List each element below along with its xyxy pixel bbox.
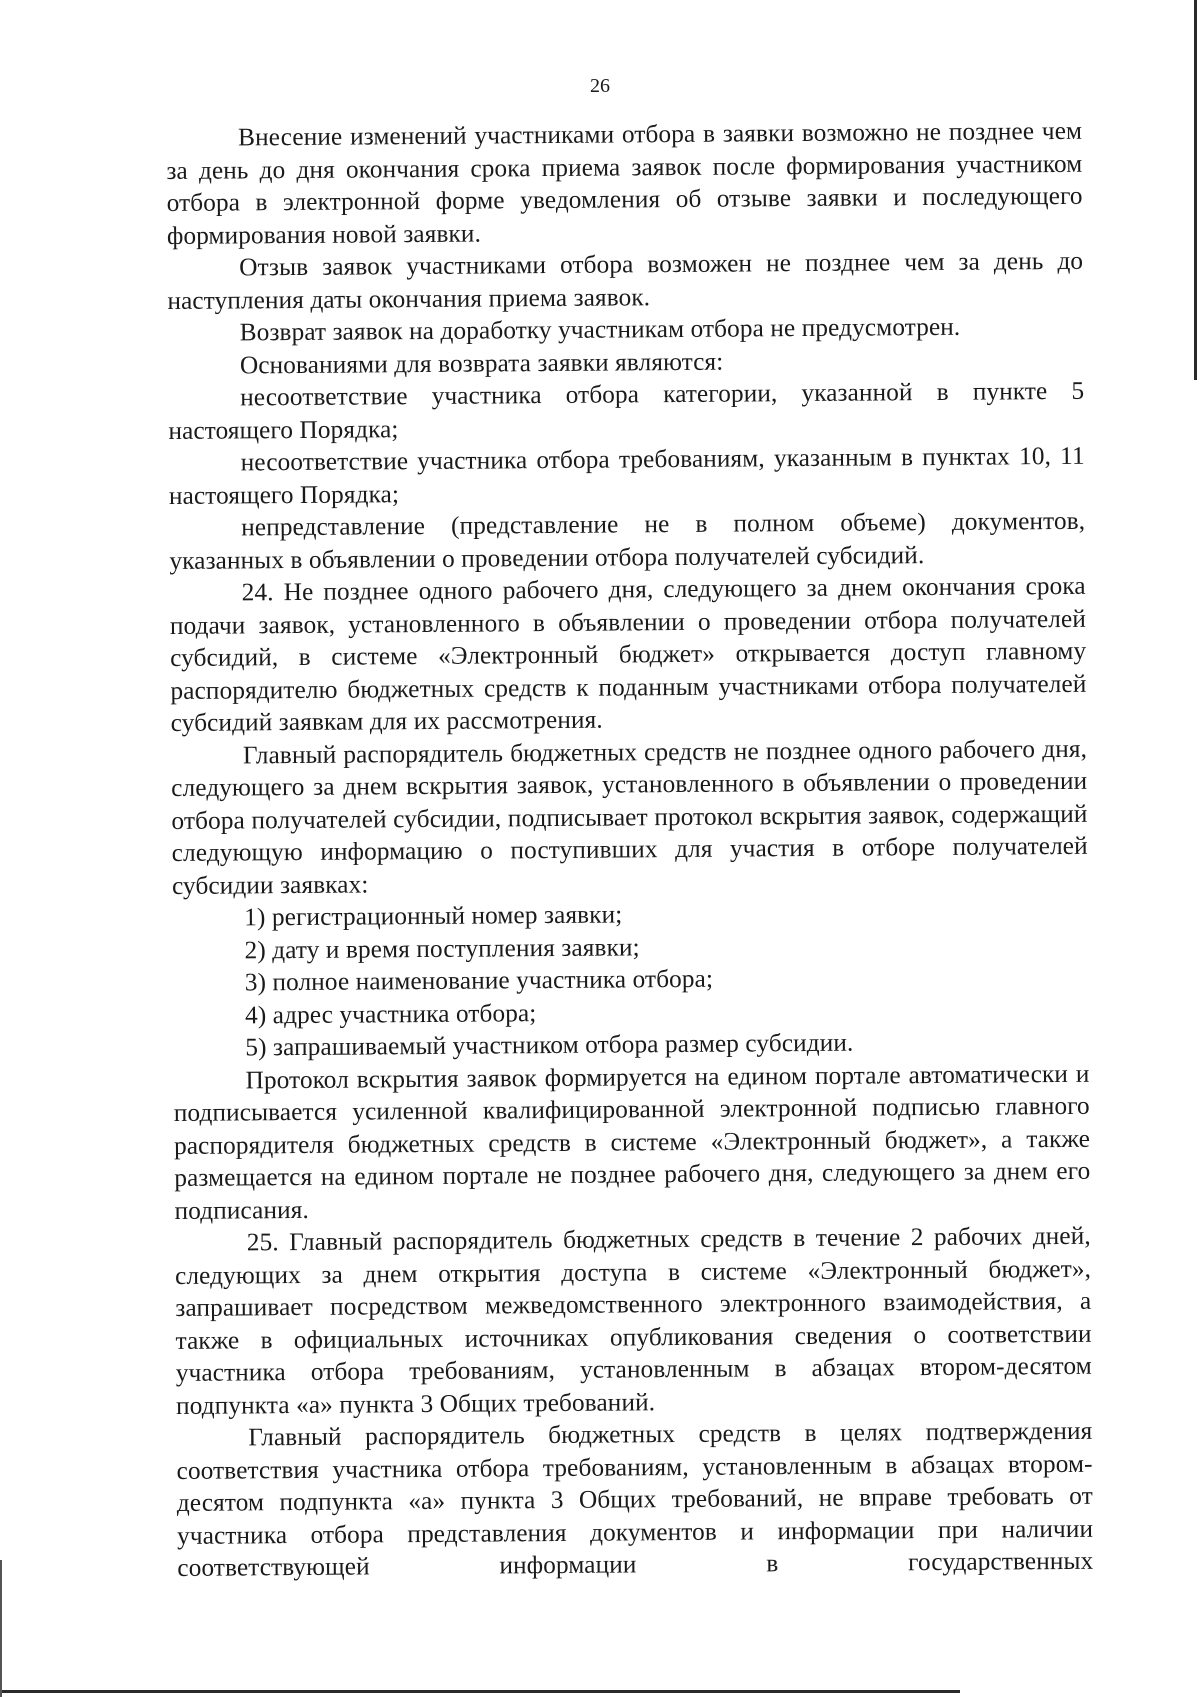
list-item: 1) регистрационный номер заявки; — [244, 900, 623, 932]
paragraph: Главный распорядитель бюджетных средств не позднее одного рабочего дня, следующего за днем вскрытия заявок, установленного в объявлении о проведении отбора получателей субсидии, подписывает протокол вскрытия заявок, содержащий следующую информацию о поступивших для участия в отборе получателей субсидии заявках: — [171, 734, 1088, 900]
paragraph: Протокол вскрытия заявок формируется на едином портале автоматически и подписывается усиленной квалифицированной электронной подписью главного распорядителя бюджетных средств в системе «Электронный бюджет», а также размещается на едином портале не позднее рабочего дня, следующего за днем его подписания. — [173, 1059, 1091, 1225]
list-item: 2) дату и время поступления заявки; — [244, 932, 640, 964]
scan-edge-right — [1194, 0, 1197, 380]
document-body — [166, 115, 1093, 1585]
page-number: 26 — [590, 75, 610, 97]
list-item: 4) адрес участника отбора; — [244, 998, 537, 1029]
paragraph: Внесение изменений участниками отбора в заявки возможно не позднее чем за день до дня окончания срока приема заявок после формирования участником отбора в электронной форме уведомления об отзыве заявки и последующего формирования новой заявки. — [166, 116, 1083, 250]
list-item: 5) запрашиваемый участником отбора размер субсидии. — [245, 1028, 854, 1062]
paragraph: непредставление (представление не в полном объеме) документов, указанных в объявлении о проведении отбора получателей субсидий. — [169, 506, 1086, 575]
scan-edge-bottom — [0, 1690, 960, 1693]
paragraph: несоответствие участника отбора категории, указанной в пункте 5 настоящего Порядка; — [168, 376, 1085, 445]
paragraph: 24. Не позднее одного рабочего дня, следующего за днем окончания срока подачи заявок, установленного в объявлении о проведении отбора получателей субсидий, в системе «Электронный бюджет» открывается доступ главному распорядителю бюджетных средств к поданным участниками отбора получателей субсидий заявкам для их рассмотрения. — [169, 571, 1087, 737]
scan-edge-left — [0, 1560, 2, 1697]
paragraph: Главный распорядитель бюджетных средств в целях подтверждения соответствия участника отбора требованиям, установленным в абзацах втором-десятом подпункта «а» пункта 3 Общих требований, не вправе требовать от участника отбора представления документов и информации при наличии соответствующей информации в государственных — [176, 1416, 1094, 1582]
paragraph: 25. Главный распорядитель бюджетных средств в течение 2 рабочих дней, следующих за днем открытия доступа в системе «Электронный бюджет», запрашивает посредством межведомственного электронного взаимодействия, а также в официальных источниках опубликования сведения о соответствии участника отбора требованиям, установленным в абзацах втором-десятом подпункта «а» пункта 3 Общих требований. — [174, 1221, 1092, 1420]
paragraph: Возврат заявок на доработку участникам отбора не предусмотрен. — [239, 312, 961, 347]
list-item: 3) полное наименование участника отбора; — [244, 964, 714, 997]
paragraph: несоответствие участника отбора требованиям, указанным в пунктах 10, 11 настоящего Порядка; — [168, 441, 1085, 510]
paragraph: Отзыв заявок участниками отбора возможен не позднее чем за день до наступления даты окончания приема заявок. — [167, 246, 1084, 315]
paragraph: Основаниями для возврата заявки являются: — [239, 347, 724, 379]
